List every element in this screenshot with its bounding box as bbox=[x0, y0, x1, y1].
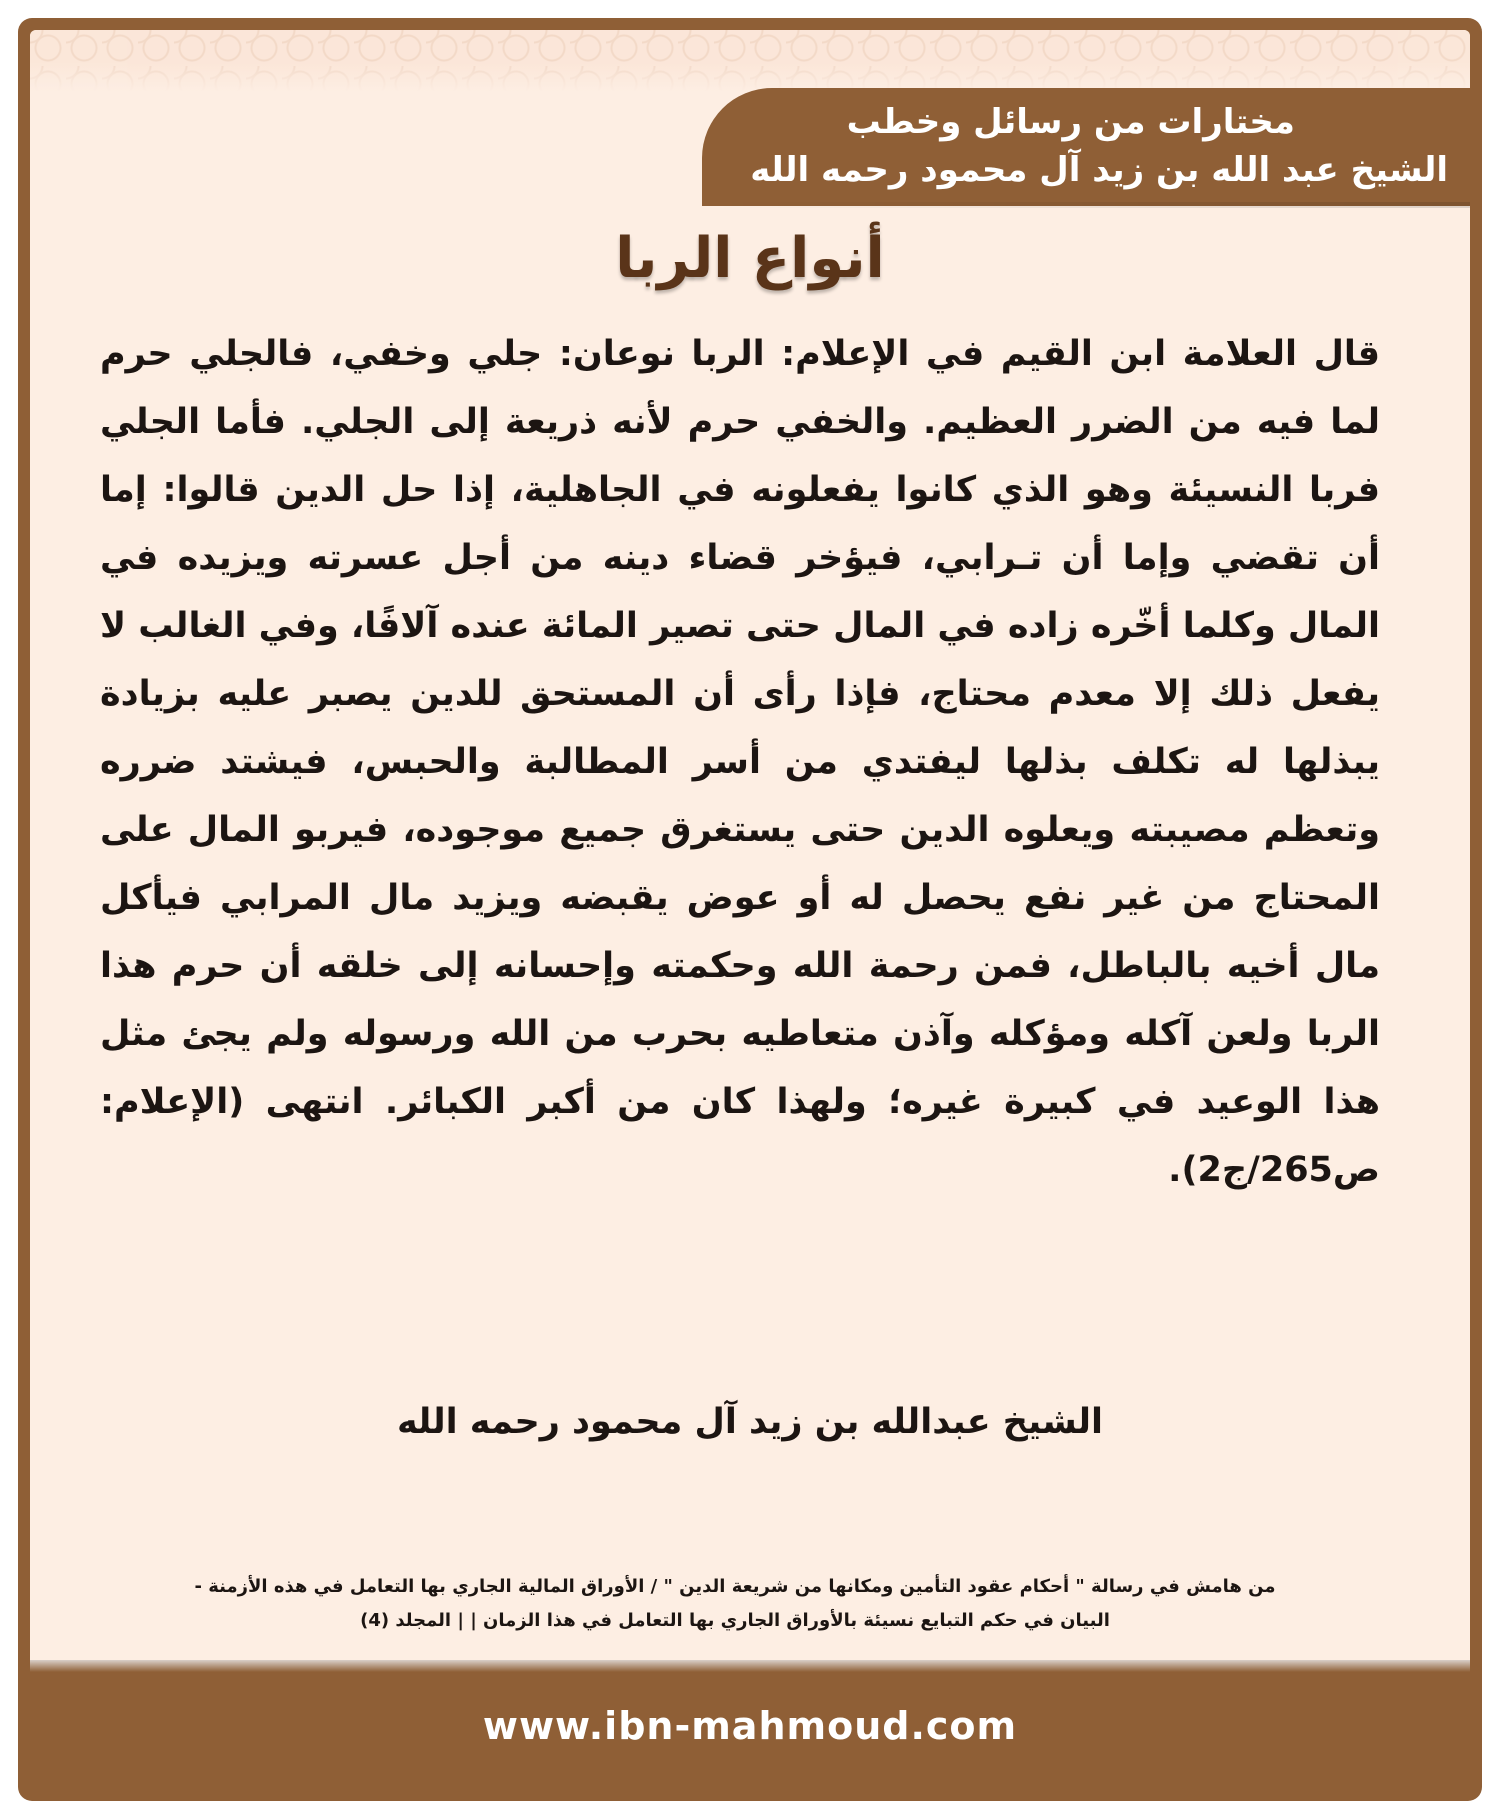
article-body: قال العلامة ابن القيم في الإعلام: الربا نوعان: جلي وخفي، فالجلي حرم لما فيه من الضرر العظيم. والخفي حرم لأنه ذريعة إلى الجلي. فأما الجلي فربا النسيئة وهو الذي كانوا يفعلونه في الجاهلية، إذا حل الدين قالوا: إما أن تقضي وإما أن تـرابي، فيؤخر قضاء دينه من أجل عسرته ويزيده في المال وكلما أخّره زاده في المال حتى تصير المائة عنده آلافًا، وفي الغالب لا يفعل ذلك إلا معدم محتاج، فإذا رأى أن المستحق للدين يصبر عليه بزيادة يبذلها له تكلف بذلها ليفتدي من أسر المطالبة والحبس، فيشتد ضرره وتعظم مصيبته ويعلوه الدين حتى يستغرق جميع موجوده، فيربو المال على المحتاج من غير نفع يحصل له أو عوض يقبضه ويزيد مال المرابي فيأكل مال أخيه بالباطل، فمن رحمة الله وحكمته وإحسانه إلى خلقه أن حرم هذا الربا ولعن آكله ومؤكله وآذن متعاطيه بحرب من الله ورسوله ولم يجئ مثل هذا الوعيد في كبيرة غيره؛ ولهذا كان من أكبر الكبائر. انتهى (الإعلام: ص265/ج2). bbox=[100, 334, 1380, 1190]
author-signature: الشيخ عبدالله بن زيد آل محمود رحمه الله bbox=[396, 1402, 1104, 1442]
website-url: www.ibn-mahmoud.com bbox=[482, 1704, 1018, 1748]
footnote-line-1: من هامش في رسالة " أحكام عقود التأمين ومكانها من شريعة الدين " / الأوراق المالية الجاري بها التعامل في هذه الأزمنة - bbox=[194, 1576, 1276, 1597]
decorative-pattern bbox=[30, 30, 1470, 92]
paper-edge bbox=[30, 1660, 1470, 1672]
page-title: أنواع الربا bbox=[615, 226, 885, 291]
content-card bbox=[30, 30, 1470, 1668]
footnote-line-2: البيان في حكم التبايع نسيئة بالأوراق الجاري بها التعامل في هذا الزمان | | المجلد (4) bbox=[360, 1610, 1110, 1631]
header-banner bbox=[702, 88, 1470, 206]
banner-shadow bbox=[710, 202, 1470, 208]
source-footnote bbox=[90, 1570, 1380, 1638]
series-title: مختارات من رسائل وخطب bbox=[846, 102, 1295, 142]
author-name: الشيخ عبد الله بن زيد آل محمود رحمه الله bbox=[750, 150, 1448, 190]
